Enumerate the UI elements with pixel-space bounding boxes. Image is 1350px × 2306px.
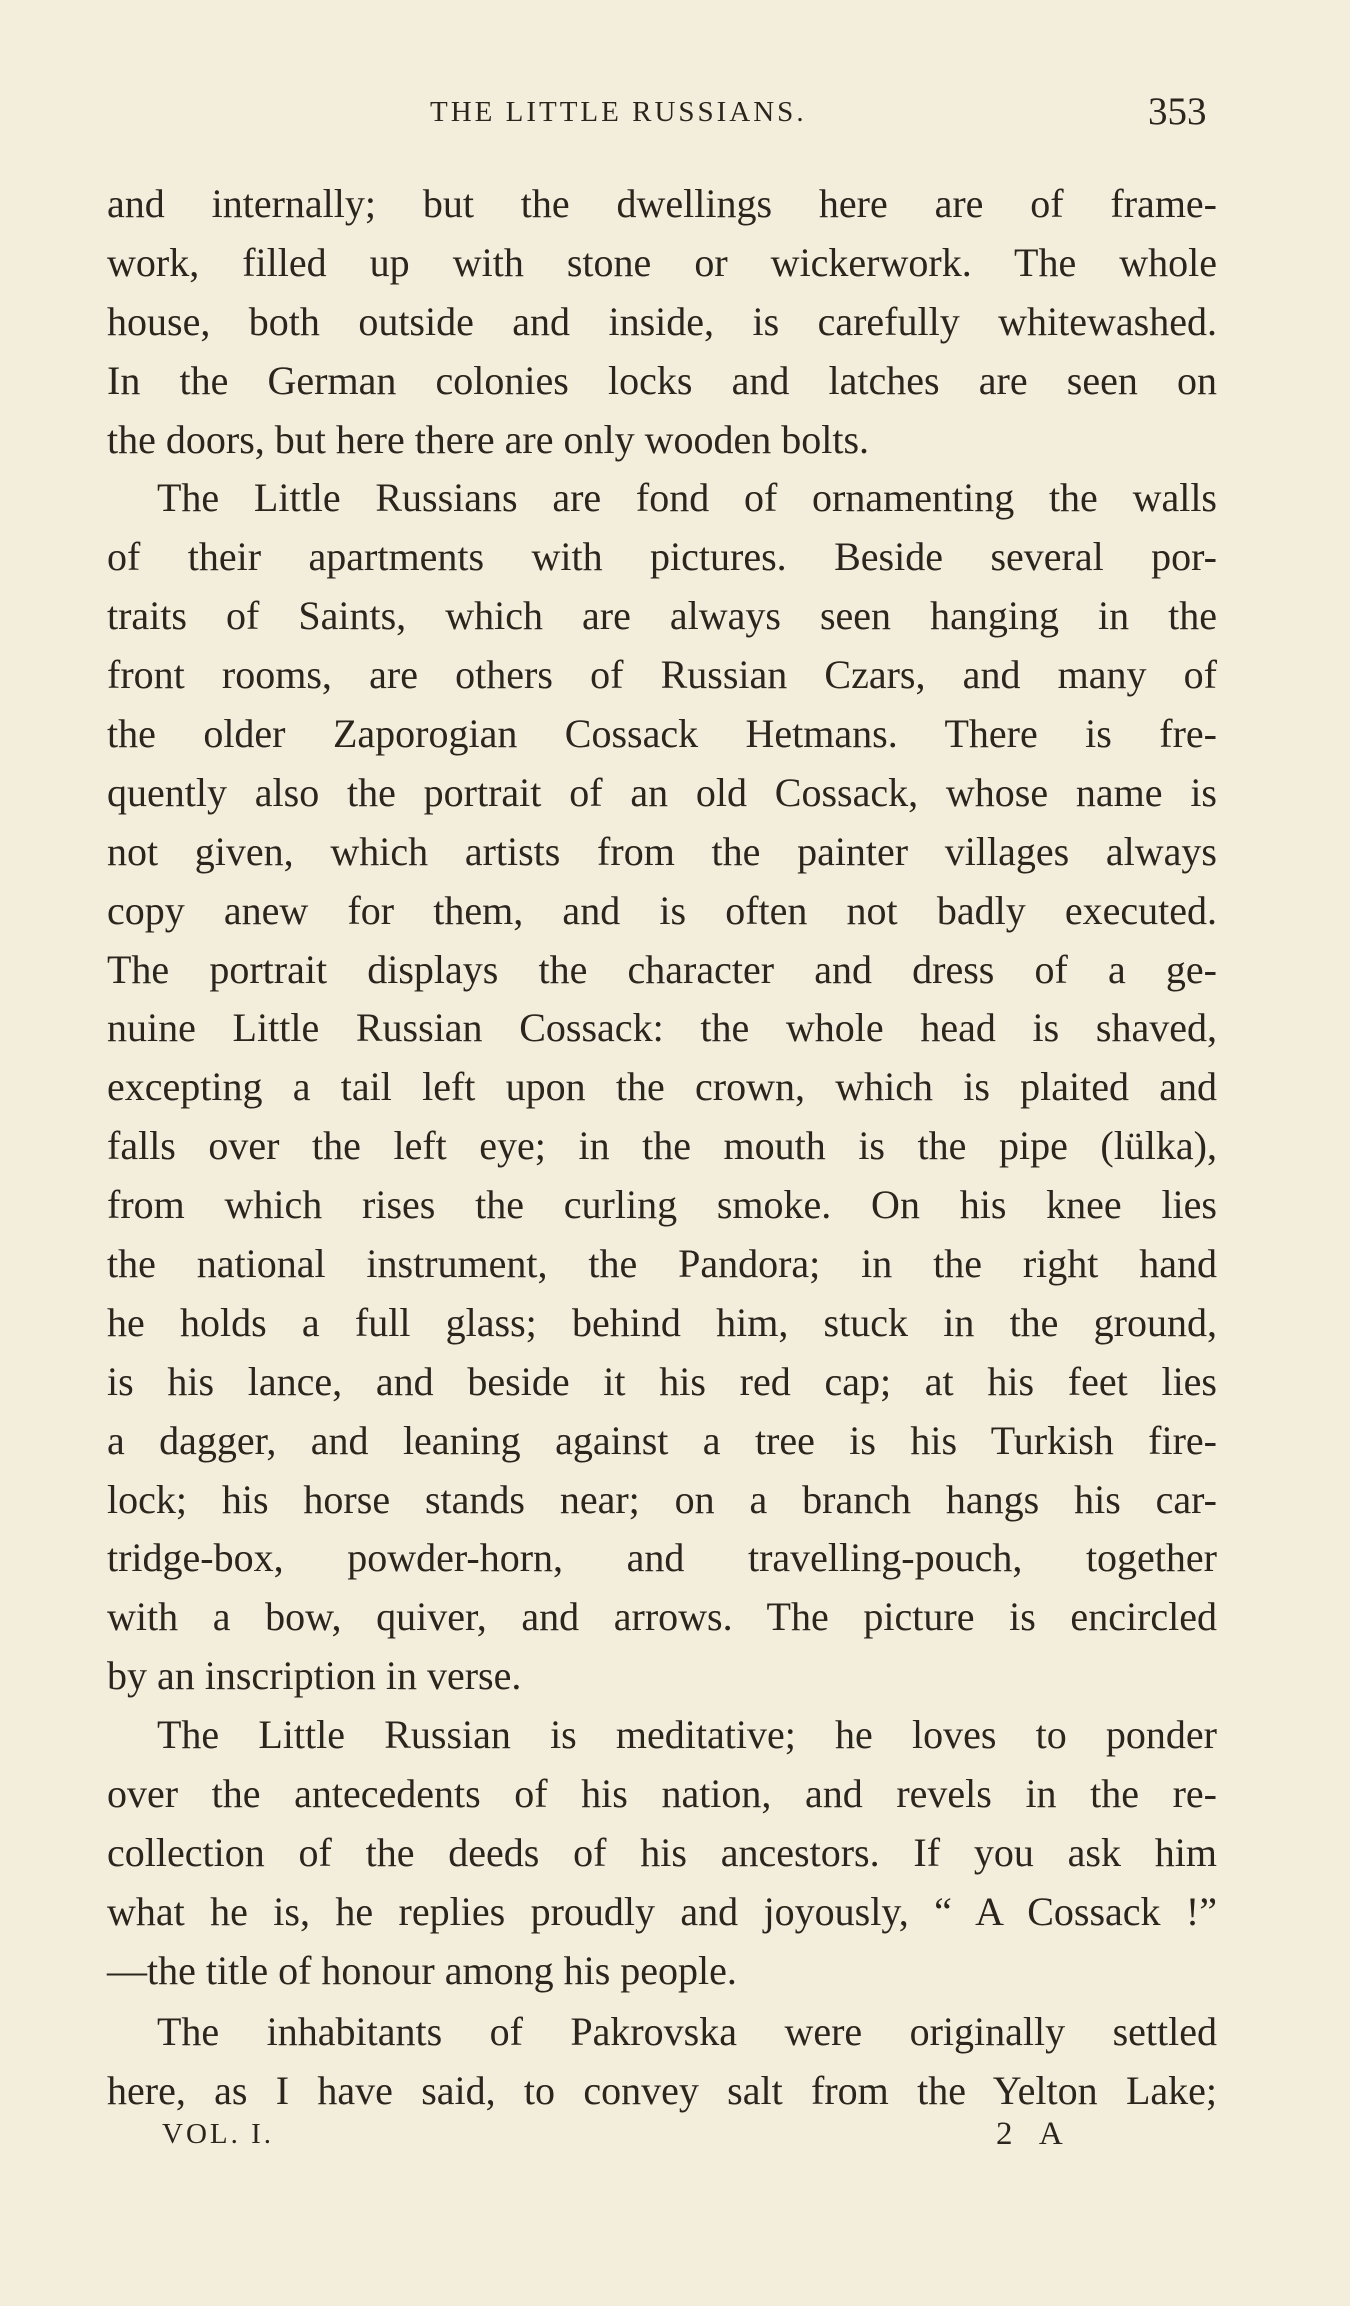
text-line: The Little Russian is meditative; he loves to ponder [157,1712,1217,1758]
text-line: with a bow, quiver, and arrows. The picture is encircled [107,1594,1217,1640]
text-line: In the German colonies locks and latches are seen on [107,357,1217,403]
text-line: traits of Saints, which are always seen hanging in the [107,593,1217,639]
running-head [0,82,1350,142]
body-text [107,175,1217,2120]
page-footer [0,2104,1350,2164]
text-line: nuine Little Russian Cossack: the whole head is shaved, [107,1005,1217,1051]
text-line: The portrait displays the character and dress of a ge- [107,946,1217,992]
signature-mark: 2 A [996,2116,1073,2152]
running-title: THE LITTLE RUSSIANS. [430,96,807,128]
text-line: what he is, he replies proudly and joyously, “ A Cossack !” [107,1888,1217,1934]
text-line: a dagger, and leaning against a tree is his Turkish fire- [107,1417,1217,1463]
text-line: here, as I have said, to convey salt from the Yelton Lake; [107,2067,1217,2113]
text-line: over the antecedents of his nation, and revels in the re- [107,1771,1217,1817]
text-line: quently also the portrait of an old Cossack, whose name is [107,769,1217,815]
text-line: tridge-box, powder-horn, and travelling-pouch, together [107,1535,1217,1581]
volume-mark: VOL. I. [162,2118,275,2150]
text-line: —the title of honour among his people. [107,1947,737,1993]
text-line: The Little Russians are fond of ornamenting the walls [157,475,1217,521]
text-line: the doors, but here there are only wooden bolts. [107,416,870,462]
text-line: the older Zaporogian Cossack Hetmans. There is fre- [107,711,1217,757]
text-line: lock; his horse stands near; on a branch hangs his car- [107,1476,1217,1522]
text-line: and internally; but the dwellings here are of frame- [107,181,1217,226]
page-number: 353 [1148,90,1207,133]
text-line: the national instrument, the Pandora; in the right hand [107,1241,1217,1287]
text-line: The inhabitants of Pakrovska were originally settled [157,2008,1217,2054]
text-line: from which rises the curling smoke. On his knee lies [107,1182,1217,1228]
text-line: front rooms, are others of Russian Czars, and many of [107,652,1217,698]
text-line: house, both outside and inside, is carefully whitewashed. [107,298,1217,344]
text-line: not given, which artists from the painter villages always [107,828,1217,874]
text-line: collection of the deeds of his ancestors. If you ask him [107,1829,1217,1875]
text-line: is his lance, and beside it his red cap; at his feet lies [107,1358,1217,1404]
text-line: falls over the left eye; in the mouth is the pipe (lülka), [107,1123,1217,1169]
text-line: of their apartments with pictures. Beside several por- [107,534,1217,580]
text-line: he holds a full glass; behind him, stuck in the ground, [107,1299,1217,1345]
text-line: by an inscription in verse. [107,1653,522,1699]
text-line: copy anew for them, and is often not badly executed. [107,887,1217,933]
text-line: work, filled up with stone or wickerwork. The whole [107,239,1217,285]
text-line: excepting a tail left upon the crown, which is plaited and [107,1064,1217,1110]
